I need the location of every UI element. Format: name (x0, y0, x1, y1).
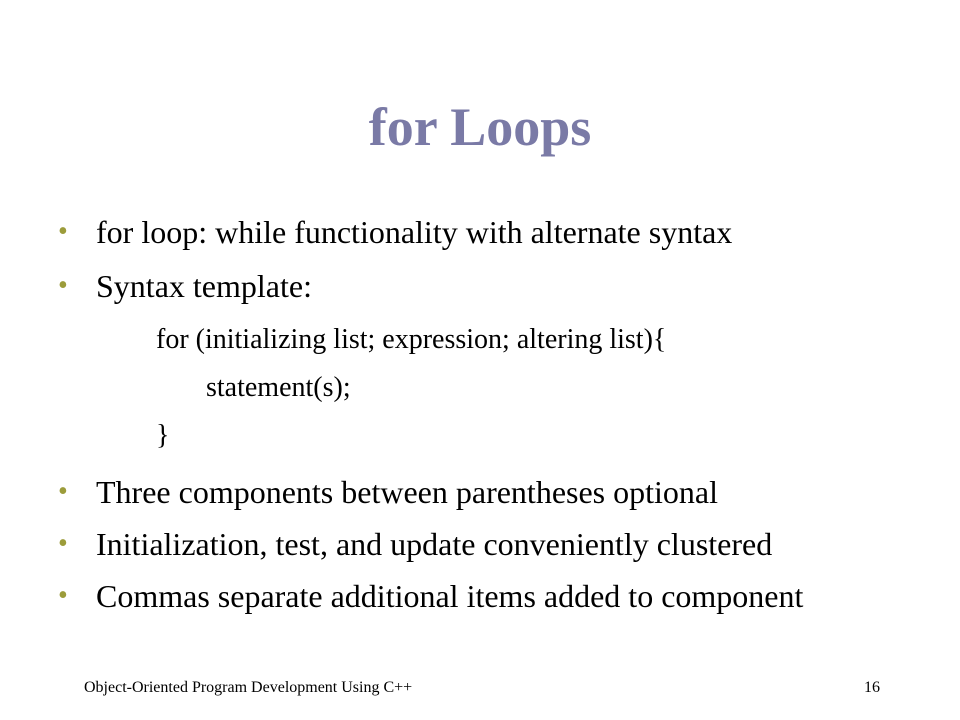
code-line-statement: statement(s); (206, 372, 351, 403)
bullet-item (0, 266, 960, 306)
bullet-icon: • (58, 270, 68, 301)
code-line-close-brace: } (156, 420, 170, 451)
bullet-text: Initialization, test, and update conveniently clustered (96, 526, 773, 562)
bullet-text: Syntax template: (96, 268, 312, 304)
bullet-item (0, 212, 960, 252)
slide-title: for Loops (368, 97, 592, 157)
bullet-icon: • (58, 580, 68, 611)
bullet-icon: • (58, 216, 68, 247)
bullet-text: for loop: while functionality with alternate syntax (96, 214, 733, 250)
bullet-icon: • (58, 528, 68, 559)
bullet-text: Commas separate additional items added to component (96, 578, 804, 614)
code-line-for: for (initializing list; expression; altering list){ (156, 324, 667, 355)
bullet-text: Three components between parentheses optional (96, 474, 718, 510)
footer-course-title: Object-Oriented Program Development Using C++ (84, 679, 413, 696)
footer-page-number: 16 (864, 679, 880, 696)
bullet-item (0, 576, 960, 616)
bullet-item (0, 524, 960, 564)
bullet-item (0, 472, 960, 512)
bullet-icon: • (58, 476, 68, 507)
